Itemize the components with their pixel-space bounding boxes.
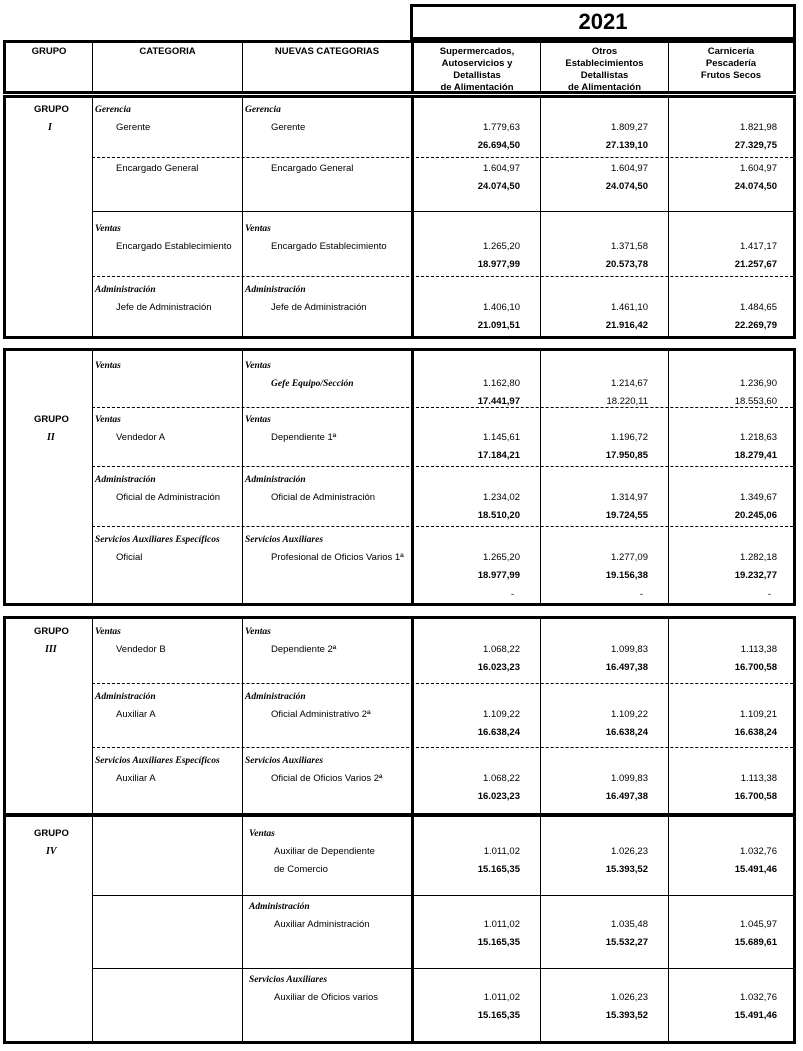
row-divider [92, 276, 793, 277]
row-divider [92, 526, 793, 527]
annual-salary: 19.232,77 [734, 570, 777, 581]
category-heading: Administración [95, 475, 156, 485]
group-roman: IV [46, 846, 57, 857]
monthly-salary: 1.234,02 [483, 492, 520, 503]
row-divider [92, 157, 793, 158]
annual-salary: 24.074,50 [734, 181, 777, 192]
annual-salary: 18.977,99 [477, 259, 520, 270]
category-heading: Administración [95, 285, 156, 295]
monthly-salary: 1.011,02 [483, 846, 520, 857]
monthly-salary: 1.821,98 [740, 122, 777, 133]
new-category-name: Oficial Administrativo 2ª [271, 709, 371, 720]
annual-salary: 15.689,61 [734, 937, 777, 948]
annual-salary: 16.023,23 [477, 791, 520, 802]
header-grupo: GRUPO [31, 46, 67, 57]
new-category-heading: Administración [249, 902, 310, 912]
annual-salary: 20.245,06 [734, 510, 777, 521]
new-category-heading: Servicios Auxiliares [245, 756, 324, 766]
monthly-salary: 1.026,23 [611, 846, 648, 857]
new-category-heading: Ventas [245, 224, 271, 234]
row-divider [92, 968, 793, 969]
category-name: Encargado General [116, 163, 199, 174]
category-heading: Servicios Auxiliares Específicos [95, 535, 220, 545]
annual-salary: 17.441,97 [477, 396, 520, 407]
annual-salary: 19.156,38 [605, 570, 648, 581]
annual-salary: 24.074,50 [605, 181, 648, 192]
monthly-salary: 1.109,21 [740, 709, 777, 720]
category-heading: Gerencia [95, 105, 131, 115]
annual-salary: 21.916,42 [605, 320, 648, 331]
annual-salary: 18.553,60 [734, 396, 777, 407]
group-3-section [3, 616, 796, 816]
monthly-salary: 1.011,02 [483, 919, 520, 930]
row-divider [92, 747, 793, 748]
new-category-heading: Administración [245, 475, 306, 485]
monthly-salary: 1.265,20 [483, 552, 520, 563]
annual-salary: 15.165,35 [477, 864, 520, 875]
monthly-salary: 1.032,76 [740, 992, 777, 1003]
group-roman: III [45, 644, 57, 655]
category-name: Gerente [116, 122, 151, 133]
monthly-salary: 1.779,63 [483, 122, 520, 133]
monthly-salary: 1.265,20 [483, 241, 520, 252]
annual-salary: 21.257,67 [734, 259, 777, 270]
category-heading: Servicios Auxiliares Específicos [95, 756, 220, 766]
row-divider [92, 211, 793, 212]
monthly-salary: 1.461,10 [611, 302, 648, 313]
monthly-salary: 1.035,48 [611, 919, 648, 930]
monthly-salary: 1.109,22 [483, 709, 520, 720]
monthly-salary: 1.162,80 [483, 378, 520, 389]
group-2-section [3, 348, 796, 606]
group-4-section [3, 814, 796, 1044]
annual-salary: 16.700,58 [734, 662, 777, 673]
header-otros-establecimientos: Otros Establecimientos Detallistas de Alimentación [565, 46, 644, 93]
monthly-salary: 1.068,22 [483, 773, 520, 784]
annual-salary: 18.977,99 [477, 570, 520, 581]
group-label: GRUPO [34, 104, 69, 115]
new-category-name: Encargado Establecimiento [271, 241, 387, 252]
new-category-name: Auxiliar de Dependiente [274, 846, 375, 857]
annual-salary: 18.220,11 [606, 396, 648, 407]
annual-salary: 19.724,55 [605, 510, 648, 521]
annual-salary: 26.694,50 [477, 140, 520, 151]
new-category-heading: Ventas [245, 627, 271, 637]
new-category-heading: Administración [245, 692, 306, 702]
annual-salary: 16.023,23 [477, 662, 520, 673]
annual-salary: 15.393,52 [605, 1010, 648, 1021]
annual-salary: 18.510,20 [477, 510, 520, 521]
new-category-name: Gerente [271, 122, 306, 133]
new-category-name: Oficial de Oficios Varios 2ª [271, 773, 383, 784]
category-heading: Ventas [95, 627, 121, 637]
monthly-salary: 1.314,97 [611, 492, 648, 503]
group-1-section [3, 95, 796, 339]
annual-salary: 18.279,41 [734, 450, 777, 461]
monthly-salary: 1.113,38 [740, 644, 777, 655]
monthly-salary: 1.277,09 [611, 552, 648, 563]
new-category-name: Gefe Equipo/Sección [271, 379, 354, 389]
group-label: GRUPO [34, 414, 69, 425]
annual-salary: 17.184,21 [477, 450, 520, 461]
new-category-name: Dependiente 1ª [271, 432, 337, 443]
new-category-name: Jefe de Administración [271, 302, 367, 313]
group-roman: II [47, 432, 55, 443]
new-category-name: Auxiliar de Oficios varios [274, 992, 379, 1003]
monthly-salary: 1.099,83 [611, 773, 648, 784]
monthly-salary: 1.011,02 [483, 992, 520, 1003]
category-heading: Ventas [95, 224, 121, 234]
annual-salary: 15.393,52 [605, 864, 648, 875]
category-name: Oficial [116, 552, 143, 563]
monthly-salary: 1.214,67 [611, 378, 648, 389]
annual-salary: 16.638,24 [477, 727, 520, 738]
monthly-salary: 1.032,76 [740, 846, 777, 857]
monthly-salary: 1.282,18 [740, 552, 777, 563]
monthly-salary: 1.349,67 [740, 492, 777, 503]
empty-value: - [639, 589, 643, 600]
new-category-heading: Servicios Auxiliares [249, 975, 328, 985]
category-name: Vendedor A [116, 432, 166, 443]
monthly-salary: 1.604,97 [483, 163, 520, 174]
annual-salary: 15.491,46 [734, 864, 777, 875]
category-heading: Ventas [95, 361, 121, 371]
group-label: GRUPO [34, 626, 69, 637]
year-header: 2021 [410, 4, 796, 40]
annual-salary: 15.491,46 [734, 1010, 777, 1021]
monthly-salary: 1.099,83 [611, 644, 648, 655]
category-name: Encargado Establecimiento [116, 241, 232, 252]
annual-salary: 22.269,79 [734, 320, 777, 331]
annual-salary: 16.638,24 [734, 727, 777, 738]
group-label: GRUPO [34, 828, 69, 839]
empty-value: - [767, 589, 771, 600]
monthly-salary: 1.236,90 [740, 378, 777, 389]
annual-salary: 16.497,38 [605, 791, 648, 802]
column-headers [3, 40, 796, 94]
annual-salary: 20.573,78 [605, 259, 648, 270]
monthly-salary: 1.145,61 [483, 432, 520, 443]
header-nuevas-categorias: NUEVAS CATEGORIAS [274, 46, 380, 57]
annual-salary: 27.329,75 [734, 140, 777, 151]
annual-salary: 15.165,35 [477, 937, 520, 948]
monthly-salary: 1.417,17 [740, 241, 777, 252]
annual-salary: 24.074,50 [477, 181, 520, 192]
new-category-name: Oficial de Administración [271, 492, 376, 503]
monthly-salary: 1.109,22 [611, 709, 648, 720]
monthly-salary: 1.604,97 [740, 163, 777, 174]
new-category-heading: Servicios Auxiliares [245, 535, 324, 545]
new-category-heading: Administración [245, 285, 306, 295]
new-category-name: de Comercio [274, 864, 328, 875]
empty-value: - [510, 589, 514, 600]
monthly-salary: 1.218,63 [740, 432, 777, 443]
monthly-salary: 1.196,72 [611, 432, 648, 443]
category-name: Auxiliar A [116, 709, 156, 720]
new-category-name: Auxiliar Administración [274, 919, 370, 930]
category-name: Jefe de Administración [116, 302, 212, 313]
annual-salary: 16.497,38 [605, 662, 648, 673]
category-name: Auxiliar A [116, 773, 156, 784]
header-categoria: CATEGORIA [139, 46, 196, 57]
new-category-heading: Gerencia [245, 105, 281, 115]
monthly-salary: 1.371,58 [611, 241, 648, 252]
annual-salary: 21.091,51 [477, 320, 520, 331]
new-category-heading: Ventas [245, 361, 271, 371]
category-name: Oficial de Administración [116, 492, 221, 503]
category-heading: Administración [95, 692, 156, 702]
monthly-salary: 1.026,23 [611, 992, 648, 1003]
monthly-salary: 1.484,65 [740, 302, 777, 313]
header-carniceria: Carnicería Pescadería Frutos Secos [700, 46, 762, 81]
annual-salary: 15.165,35 [477, 1010, 520, 1021]
header-supermercados: Supermercados, Autoservicios y Detallistas de Alimentación [439, 46, 515, 93]
group-roman: I [48, 122, 52, 133]
new-category-heading: Ventas [249, 829, 275, 839]
row-divider [92, 683, 793, 684]
new-category-heading: Ventas [245, 415, 271, 425]
annual-salary: 27.139,10 [605, 140, 648, 151]
annual-salary: 17.950,85 [605, 450, 648, 461]
monthly-salary: 1.045,97 [740, 919, 777, 930]
monthly-salary: 1.809,27 [611, 122, 648, 133]
monthly-salary: 1.406,10 [483, 302, 520, 313]
annual-salary: 16.700,58 [734, 791, 777, 802]
monthly-salary: 1.068,22 [483, 644, 520, 655]
monthly-salary: 1.604,97 [611, 163, 648, 174]
category-name: Vendedor B [116, 644, 166, 655]
annual-salary: 15.532,27 [605, 937, 648, 948]
row-divider [92, 466, 793, 467]
new-category-name: Encargado General [271, 163, 354, 174]
category-heading: Ventas [95, 415, 121, 425]
new-category-name: Profesional de Oficios Varios 1ª [271, 552, 404, 563]
annual-salary: 16.638,24 [605, 727, 648, 738]
new-category-name: Dependiente 2ª [271, 644, 337, 655]
monthly-salary: 1.113,38 [740, 773, 777, 784]
row-divider [92, 407, 793, 408]
row-divider [92, 895, 793, 896]
